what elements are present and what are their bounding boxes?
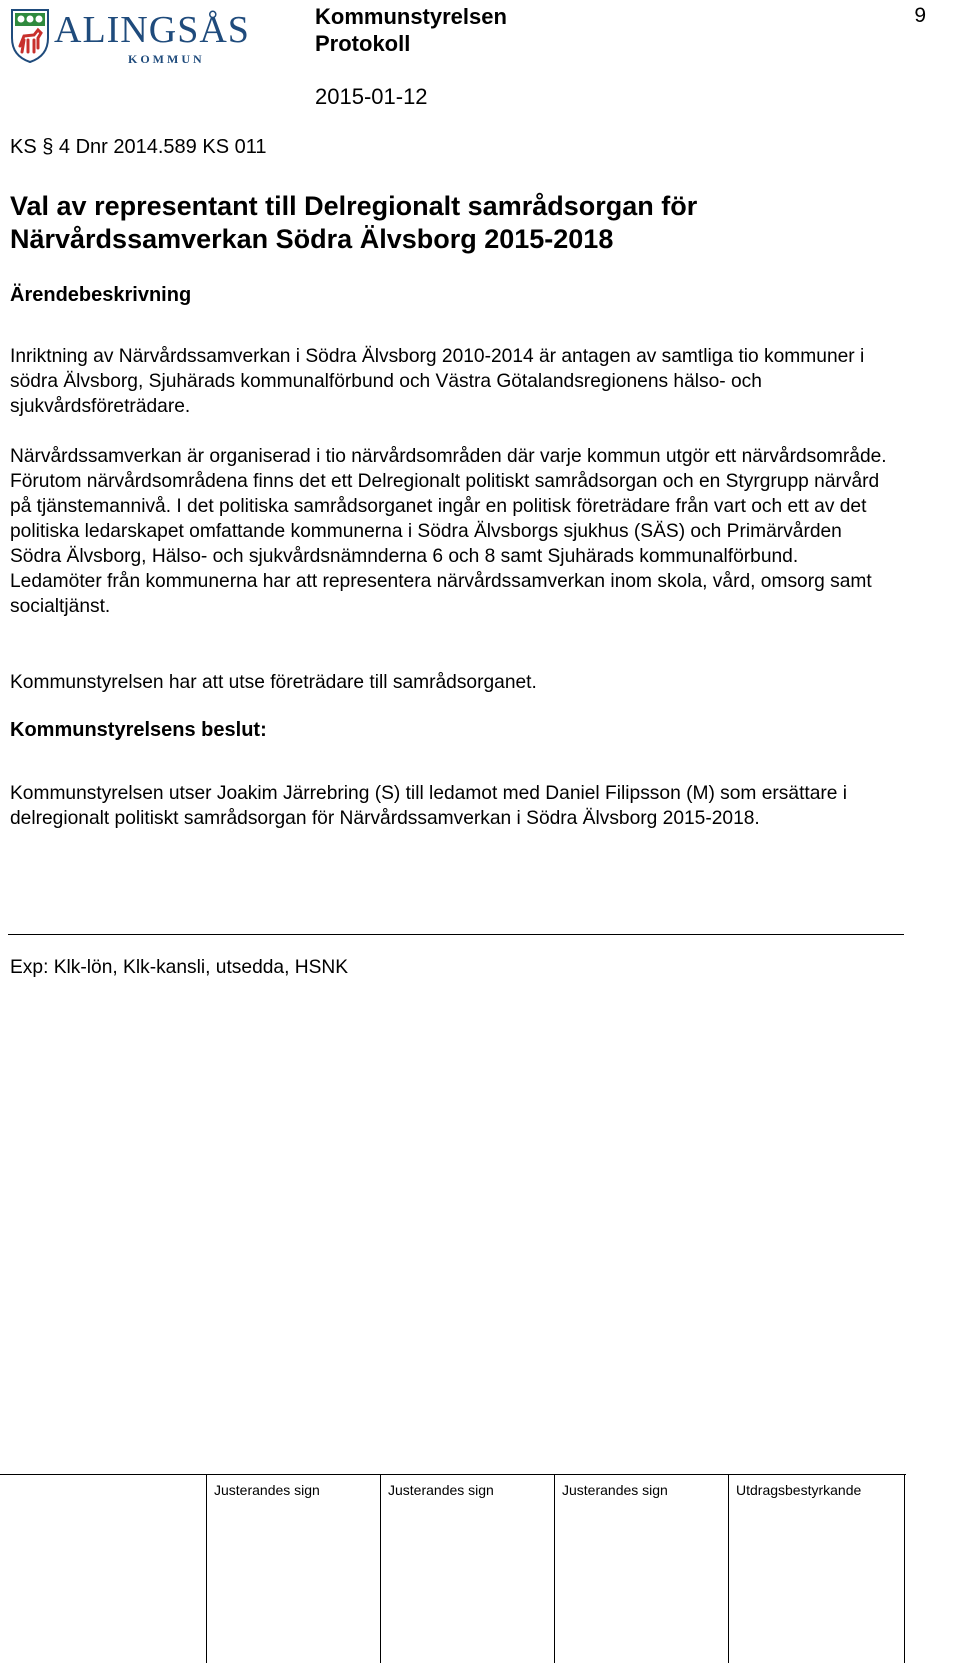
signature-label: Justerandes sign — [214, 1482, 320, 1498]
distribution-list: Exp: Klk-lön, Klk-kansli, utsedda, HSNK — [10, 957, 349, 978]
decision-text: Kommunstyrelsen utser Joakim Järrebring (S) till ledamot med Daniel Filipsson (M) som ersättare i delregionalt politiskt samrådsorgan för Närvårdssamverkan i Södra Älvsborg 2015-2018. — [10, 783, 848, 829]
case-reference: KS § 4 Dnr 2014.589 KS 011 — [10, 136, 267, 158]
certification-label: Utdragsbestyrkande — [736, 1482, 862, 1498]
organ-name: Kommunstyrelsen — [315, 4, 507, 29]
case-title: Val av representant till Delregionalt samrådsorgan för Närvårdssamverkan Södra Älvsborg 2015-2018 — [10, 191, 698, 254]
signature-box-divider — [554, 1474, 555, 1663]
signature-label: Justerandes sign — [388, 1482, 494, 1498]
meeting-date: 2015-01-12 — [315, 84, 428, 109]
doc-type: Protokoll — [315, 31, 411, 56]
signature-label: Justerandes sign — [562, 1482, 668, 1498]
coat-of-arms-icon — [10, 8, 50, 64]
signature-box-divider — [380, 1474, 381, 1663]
page-number: 9 — [914, 4, 926, 27]
signature-box-divider — [904, 1474, 905, 1663]
section-heading-description: Ärendebeskrivning — [10, 284, 192, 306]
signature-box-divider — [728, 1474, 729, 1663]
description-paragraph: Inriktning av Närvårdssamverkan i Södra Älvsborg 2010-2014 är antagen av samtliga tio kommuner i södra Älvsborg, Sjuhärads kommunalförbund och Västra Götalandsregionens hälso- och sjukvårdsföreträdare. — [10, 346, 865, 417]
footer-divider — [0, 1474, 906, 1475]
description-paragraph: Närvårdssamverkan är organiserad i tio närvårdsområden där varje kommun utgör ett närvårdsområde. Förutom närvårdsområdena finns det ett Delregionalt politiskt samrådsorgan och en Styrgrupp närvård på tjänstemannivå. I det politiska samrådsorganet ingår en politisk företrädare från vart och ett av det politiska ledarskapet omfattande kommunerna i Södra Älvsborgs sjukhus (SÄS) och Primärvården Södra Älvsborg, Hälso- och sjukvårdsnämnderna 6 och 8 samt Sjuhärads kommunalförbund. Ledamöter från kommunerna har att representera närvårdssamverkan inom skola, vård, omsorg samt socialtjänst. — [10, 446, 887, 617]
alingsas-logo — [10, 6, 272, 68]
signature-box-divider — [206, 1474, 207, 1663]
logo-subtext: KOMMUN — [128, 52, 205, 66]
section-heading-decision: Kommunstyrelsens beslut: — [10, 719, 267, 741]
description-paragraph: Kommunstyrelsen har att utse företrädare till samrådsorganet. — [10, 672, 537, 693]
logo-wordmark: ALINGSÅS — [54, 9, 250, 51]
divider — [8, 934, 904, 935]
